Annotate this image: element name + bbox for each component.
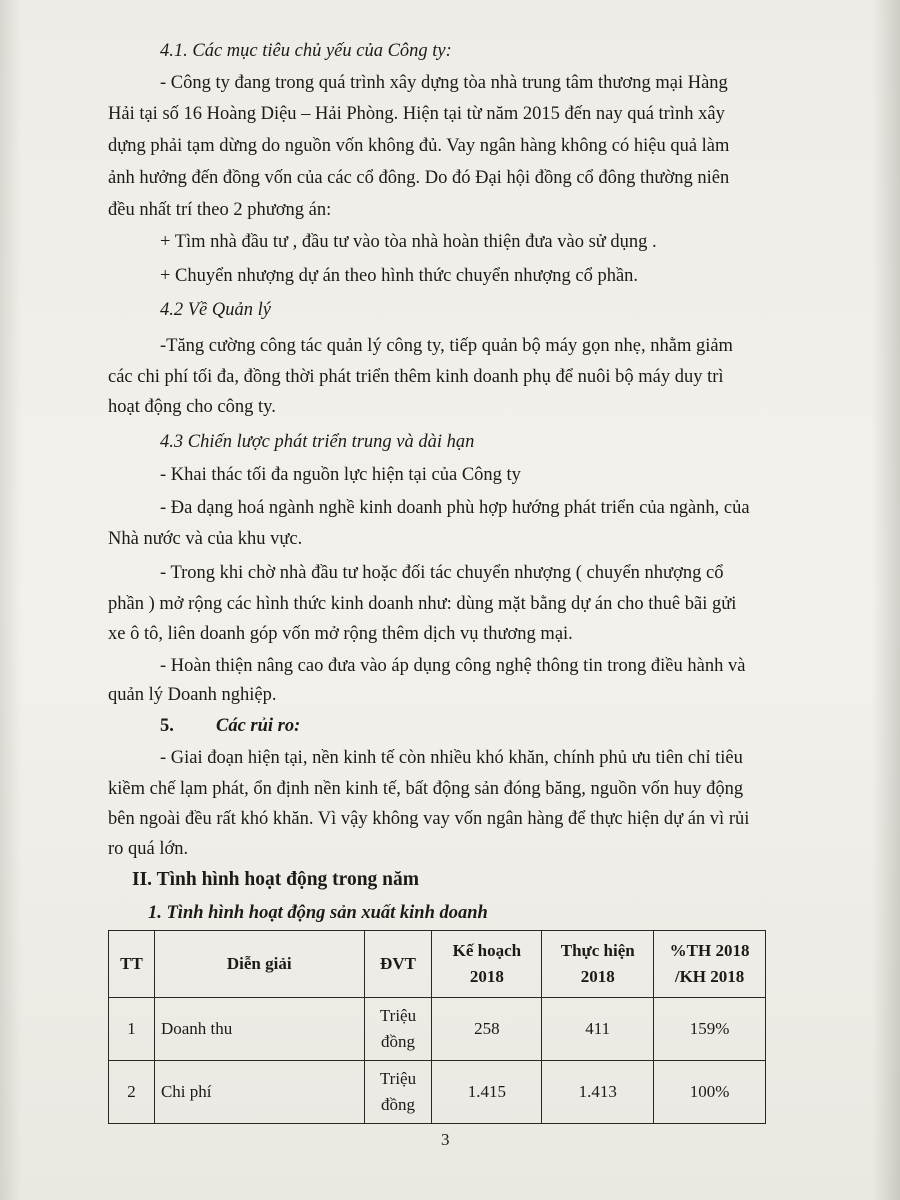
paragraph-line: - Hoàn thiện nâng cao đưa vào áp dụng công nghệ thông tin trong điều hành và <box>160 656 746 676</box>
header-ratio <box>654 931 766 998</box>
cell-ratio: 159% <box>654 998 766 1061</box>
cell-unit-line-1: Triệu <box>379 1069 417 1088</box>
paragraph-line: - Trong khi chờ nhà đầu tư hoặc đối tác chuyển nhượng ( chuyển nhượng cổ <box>160 563 724 583</box>
cell-actual: 411 <box>542 998 654 1061</box>
header-tt: TT <box>109 931 155 998</box>
cell-description: Chi phí <box>154 1061 364 1124</box>
header-unit: ĐVT <box>364 931 432 998</box>
paragraph-line: Hải tại số 16 Hoàng Diệu – Hải Phòng. Hiện tại từ năm 2015 đến nay quá trình xây <box>108 104 725 124</box>
paragraph-line: xe ô tô, liên doanh góp vốn mở rộng thêm dịch vụ thương mại. <box>108 624 573 644</box>
cell-plan: 258 <box>432 998 542 1061</box>
table-header-row <box>109 931 766 998</box>
page-number: 3 <box>441 1130 450 1149</box>
paragraph-line: - Khai thác tối đa nguồn lực hiện tại của Công ty <box>160 465 521 485</box>
paragraph-line: quản lý Doanh nghiệp. <box>108 685 277 705</box>
header-plan-line-1: Kế hoạch <box>452 941 522 960</box>
paragraph-line: kiềm chế lạm phát, ổn định nền kinh tế, bất động sản đóng băng, nguồn vốn huy động <box>108 779 744 799</box>
cell-unit-line-2: đồng <box>381 1095 415 1114</box>
paragraph-line: - Đa dạng hoá ngành nghề kinh doanh phù hợp hướng phát triển của ngành, của <box>160 498 750 518</box>
business-results-table <box>108 930 766 1124</box>
paragraph-line: ảnh hưởng đến đồng vốn của các cổ đông. Do đó Đại hội đồng cổ đông thường niên <box>108 168 730 188</box>
section-4-1-title: 4.1. Các mục tiêu chủ yếu của Công ty: <box>160 41 452 61</box>
paragraph-line: bên ngoài đều rất khó khăn. Vì vậy không vay vốn ngân hàng để thực hiện dự án vì rủi <box>108 809 750 829</box>
page-right-shadow <box>872 0 900 1200</box>
section-5-number: 5. <box>160 716 174 736</box>
header-actual-line-2: 2018 <box>580 967 615 986</box>
header-ratio-line-1: %TH 2018 <box>669 941 750 960</box>
page-left-shadow <box>0 0 22 1200</box>
section-4-3-title: 4.3 Chiến lược phát triển trung và dài hạn <box>160 432 475 452</box>
cell-actual: 1.413 <box>542 1061 654 1124</box>
paragraph-line: hoạt động cho công ty. <box>108 397 276 417</box>
section-5-title: Các rủi ro: <box>216 716 301 736</box>
cell-plan: 1.415 <box>432 1061 542 1124</box>
cell-description: Doanh thu <box>154 998 364 1061</box>
table-row <box>109 998 766 1061</box>
option-2: + Chuyển nhượng dự án theo hình thức chuyển nhượng cổ phần. <box>160 266 639 286</box>
header-ratio-line-2: /KH 2018 <box>674 967 745 986</box>
cell-unit <box>364 998 432 1061</box>
paragraph-line: ro quá lớn. <box>108 839 189 859</box>
cell-tt: 1 <box>109 998 155 1061</box>
cell-unit-line-1: Triệu <box>379 1006 417 1025</box>
paragraph-line: -Tăng cường công tác quản lý công ty, tiếp quản bộ máy gọn nhẹ, nhằm giảm <box>160 336 733 356</box>
cell-unit <box>364 1061 432 1124</box>
paragraph-line: Nhà nước và của khu vực. <box>108 529 303 549</box>
paragraph-line: dựng phải tạm dừng do nguồn vốn không đủ. Vay ngân hàng không có hiệu quả làm <box>108 136 730 156</box>
header-plan <box>432 931 542 998</box>
cell-tt: 2 <box>109 1061 155 1124</box>
cell-ratio: 100% <box>654 1061 766 1124</box>
header-actual-line-1: Thực hiện <box>560 941 635 960</box>
option-1: + Tìm nhà đầu tư , đầu tư vào tòa nhà hoàn thiện đưa vào sử dụng . <box>160 232 657 252</box>
section-II-subtitle: 1. Tình hình hoạt động sản xuất kinh doanh <box>148 903 488 923</box>
section-II-title: II. Tình hình hoạt động trong năm <box>132 869 420 890</box>
paragraph-line: phần ) mở rộng các hình thức kinh doanh như: dùng mặt bằng dự án cho thuê bãi gửi <box>108 594 737 614</box>
header-actual <box>542 931 654 998</box>
paragraph-line: - Giai đoạn hiện tại, nền kinh tế còn nhiều khó khăn, chính phủ ưu tiên chỉ tiêu <box>160 748 743 768</box>
header-description: Diễn giải <box>154 931 364 998</box>
paragraph-line: các chi phí tối đa, đồng thời phát triển thêm kinh doanh phụ để nuôi bộ máy duy trì <box>108 367 724 387</box>
cell-unit-line-2: đồng <box>381 1032 415 1051</box>
paragraph-line: đều nhất trí theo 2 phương án: <box>108 200 332 220</box>
section-4-2-title: 4.2 Về Quản lý <box>160 300 271 320</box>
table-row <box>109 1061 766 1124</box>
header-plan-line-2: 2018 <box>469 967 504 986</box>
paragraph-line: - Công ty đang trong quá trình xây dựng tòa nhà trung tâm thương mại Hàng <box>160 73 728 93</box>
